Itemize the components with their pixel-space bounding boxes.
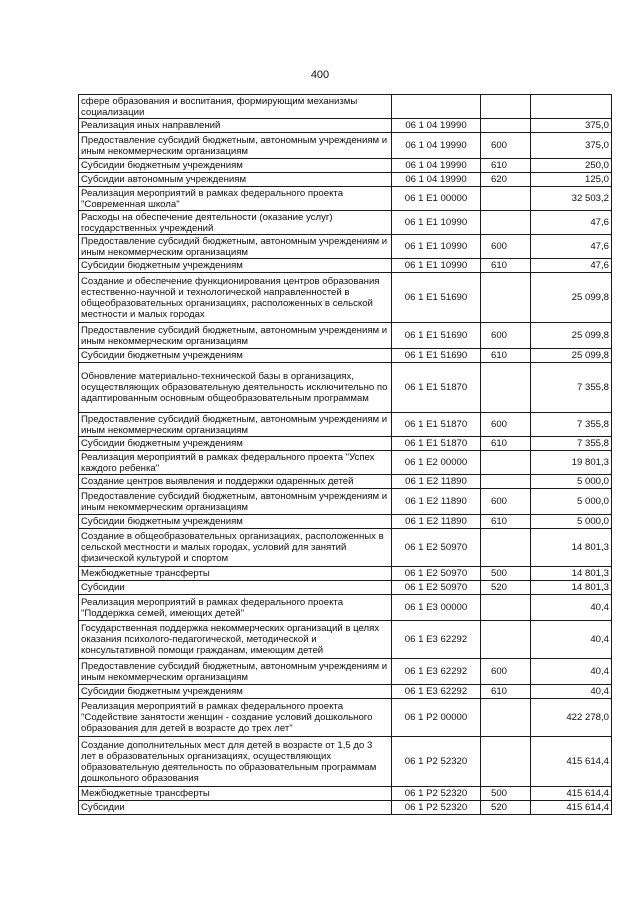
row-amount-cell: 25 099,8 [531, 273, 612, 323]
row-type-cell: 610 [481, 349, 531, 363]
row-amount-cell: 40,4 [531, 685, 612, 699]
row-name-cell: Межбюджетные трансферты [79, 787, 392, 801]
table-row [79, 529, 612, 567]
table-row [79, 699, 612, 737]
row-type-cell: 620 [481, 173, 531, 187]
row-code-cell: 06 1 E2 11890 [392, 515, 481, 529]
row-name-cell: Предоставление субсидий бюджетным, автономным учреждениям и иным некоммерческим организациям [79, 235, 392, 259]
row-amount-cell: 125,0 [531, 173, 612, 187]
row-name-cell: Межбюджетные трансферты [79, 567, 392, 581]
row-code-cell: 06 1 04 19990 [392, 133, 481, 159]
row-amount-cell: 25 099,8 [531, 349, 612, 363]
row-type-cell [481, 737, 531, 787]
row-type-cell [481, 595, 531, 621]
row-code-cell: 06 1 E1 51870 [392, 363, 481, 413]
table-row [79, 737, 612, 787]
row-amount-cell: 5 000,0 [531, 475, 612, 489]
row-amount-cell: 375,0 [531, 133, 612, 159]
row-amount-cell: 19 801,3 [531, 451, 612, 475]
row-amount-cell: 25 099,8 [531, 323, 612, 349]
row-code-cell: 06 1 E1 51690 [392, 349, 481, 363]
row-name-cell: Реализация мероприятий в рамках федерального проекта "Поддержка семей, имеющих детей" [79, 595, 392, 621]
row-name-cell: Обновление материально-технической базы в организациях, осуществляющих образовательную деятельность исключительно по адаптированным основным общеобразовательным программам [79, 363, 392, 413]
row-amount-cell: 7 355,8 [531, 437, 612, 451]
row-amount-cell: 14 801,3 [531, 581, 612, 595]
row-name-cell: Реализация иных направлений [79, 119, 392, 133]
row-amount-cell: 415 614,4 [531, 737, 612, 787]
row-amount-cell: 7 355,8 [531, 413, 612, 437]
row-name-cell: Создание дополнительных мест для детей в возрасте от 1,5 до 3 лет в образовательных организациях, осуществляющих образовательную деятельность по образовательным программам дошкольного образования [79, 737, 392, 787]
row-amount-cell: 40,4 [531, 595, 612, 621]
table-row [79, 133, 612, 159]
row-type-cell [481, 273, 531, 323]
row-type-cell: 600 [481, 133, 531, 159]
row-code-cell: 06 1 E3 00000 [392, 595, 481, 621]
row-name-cell: Создание центров выявления и поддержки одаренных детей [79, 475, 392, 489]
row-name-cell: Создание и обеспечение функционирования центров образования естественно-научной и технологической направленностей в общеобразовательных организациях, расположенных в сельской местности и малых городах [79, 273, 392, 323]
row-name-cell: Субсидии бюджетным учреждениям [79, 685, 392, 699]
row-type-cell: 500 [481, 567, 531, 581]
row-type-cell [481, 529, 531, 567]
row-amount-cell: 415 614,4 [531, 787, 612, 801]
row-type-cell: 600 [481, 323, 531, 349]
row-type-cell: 610 [481, 159, 531, 173]
row-code-cell: 06 1 E1 51690 [392, 323, 481, 349]
row-name-cell: Государственная поддержка некоммерческих организаций в целях оказания психолого-педагогической, методической и консультативной помощи гражданам, имеющим детей [79, 621, 392, 659]
row-amount-cell: 422 278,0 [531, 699, 612, 737]
row-code-cell: 06 1 E2 11890 [392, 475, 481, 489]
row-amount-cell: 415 614,4 [531, 801, 612, 815]
table-row [79, 323, 612, 349]
table-body [79, 95, 612, 815]
row-code-cell: 06 1 E2 50970 [392, 567, 481, 581]
row-amount-cell [531, 95, 612, 119]
row-code-cell: 06 1 E1 10990 [392, 235, 481, 259]
row-name-cell: Субсидии бюджетным учреждениям [79, 515, 392, 529]
table-row [79, 349, 612, 363]
row-code-cell: 06 1 P2 52320 [392, 737, 481, 787]
row-name-cell: Создание в общеобразовательных организациях, расположенных в сельской местности и малых городах, условий для занятий физической культурой и спортом [79, 529, 392, 567]
row-amount-cell: 7 355,8 [531, 363, 612, 413]
row-name-cell: Предоставление субсидий бюджетным, автономным учреждениям и иным некоммерческим организациям [79, 489, 392, 515]
row-amount-cell: 250,0 [531, 159, 612, 173]
row-code-cell: 06 1 E3 62292 [392, 659, 481, 685]
row-type-cell [481, 363, 531, 413]
table-row [79, 801, 612, 815]
row-amount-cell: 47,6 [531, 211, 612, 235]
row-type-cell: 610 [481, 515, 531, 529]
table-row [79, 363, 612, 413]
row-type-cell: 600 [481, 659, 531, 685]
row-amount-cell: 40,4 [531, 659, 612, 685]
row-type-cell: 600 [481, 489, 531, 515]
row-amount-cell: 375,0 [531, 119, 612, 133]
row-amount-cell: 32 503,2 [531, 187, 612, 211]
row-name-cell: Реализация мероприятий в рамках федерального проекта "Современная школа" [79, 187, 392, 211]
table-row [79, 413, 612, 437]
table-row [79, 437, 612, 451]
row-code-cell: 06 1 E1 10990 [392, 211, 481, 235]
row-type-cell: 600 [481, 413, 531, 437]
row-code-cell: 06 1 E2 50970 [392, 529, 481, 567]
row-amount-cell: 40,4 [531, 621, 612, 659]
row-code-cell: 06 1 E2 50970 [392, 581, 481, 595]
table-row [79, 211, 612, 235]
row-name-cell: Реализация мероприятий в рамках федерального проекта "Содействие занятости женщин - создание условий дошкольного образования для детей в возрасте до трех лет" [79, 699, 392, 737]
row-name-cell: Субсидии [79, 801, 392, 815]
row-name-cell: Субсидии бюджетным учреждениям [79, 437, 392, 451]
row-type-cell [481, 211, 531, 235]
row-type-cell [481, 119, 531, 133]
row-amount-cell: 14 801,3 [531, 529, 612, 567]
row-code-cell: 06 1 E2 11890 [392, 489, 481, 515]
row-type-cell [481, 95, 531, 119]
row-code-cell: 06 1 E1 10990 [392, 259, 481, 273]
row-name-cell: Субсидии автономным учреждениям [79, 173, 392, 187]
row-code-cell: 06 1 E1 00000 [392, 187, 481, 211]
table-row [79, 621, 612, 659]
table-row [79, 95, 612, 119]
row-code-cell: 06 1 E1 51690 [392, 273, 481, 323]
row-type-cell [481, 475, 531, 489]
row-type-cell: 500 [481, 787, 531, 801]
row-type-cell [481, 621, 531, 659]
row-code-cell: 06 1 P2 00000 [392, 699, 481, 737]
row-code-cell: 06 1 04 19990 [392, 119, 481, 133]
row-type-cell [481, 451, 531, 475]
table-row [79, 451, 612, 475]
row-code-cell: 06 1 P2 52320 [392, 801, 481, 815]
table-row [79, 273, 612, 323]
row-amount-cell: 14 801,3 [531, 567, 612, 581]
row-code-cell: 06 1 E2 00000 [392, 451, 481, 475]
row-code-cell: 06 1 P2 52320 [392, 787, 481, 801]
row-name-cell: Субсидии бюджетным учреждениям [79, 159, 392, 173]
budget-table [78, 94, 612, 815]
table-row [79, 581, 612, 595]
table-row [79, 159, 612, 173]
row-code-cell: 06 1 04 19990 [392, 159, 481, 173]
table-row [79, 173, 612, 187]
row-amount-cell: 5 000,0 [531, 489, 612, 515]
row-code-cell: 06 1 E1 51870 [392, 437, 481, 451]
row-name-cell: Предоставление субсидий бюджетным, автономным учреждениям и иным некоммерческим организациям [79, 413, 392, 437]
table-row [79, 787, 612, 801]
row-code-cell: 06 1 04 19990 [392, 173, 481, 187]
row-name-cell: Предоставление субсидий бюджетным, автономным учреждениям и иным некоммерческим организациям [79, 133, 392, 159]
row-name-cell: Предоставление субсидий бюджетным, автономным учреждениям и иным некоммерческим организациям [79, 659, 392, 685]
table-row [79, 567, 612, 581]
row-type-cell: 520 [481, 581, 531, 595]
row-amount-cell: 5 000,0 [531, 515, 612, 529]
row-name-cell: Предоставление субсидий бюджетным, автономным учреждениям и иным некоммерческим организациям [79, 323, 392, 349]
row-type-cell: 520 [481, 801, 531, 815]
table-row [79, 235, 612, 259]
row-type-cell: 610 [481, 437, 531, 451]
row-amount-cell: 47,6 [531, 235, 612, 259]
row-type-cell: 600 [481, 235, 531, 259]
row-name-cell: Субсидии бюджетным учреждениям [79, 259, 392, 273]
table-row [79, 475, 612, 489]
row-code-cell: 06 1 E1 51870 [392, 413, 481, 437]
table-row [79, 119, 612, 133]
row-code-cell: 06 1 E3 62292 [392, 621, 481, 659]
row-amount-cell: 47,6 [531, 259, 612, 273]
row-name-cell: сфере образования и воспитания, формирующим механизмы социализации [79, 95, 392, 119]
row-name-cell: Реализация мероприятий в рамках федерального проекта "Успех каждого ребенка" [79, 451, 392, 475]
row-name-cell: Субсидии [79, 581, 392, 595]
page-number: 400 [310, 69, 330, 81]
table-row [79, 685, 612, 699]
row-type-cell [481, 187, 531, 211]
row-code-cell: 06 1 E3 62292 [392, 685, 481, 699]
table-row [79, 259, 612, 273]
row-type-cell [481, 699, 531, 737]
row-type-cell: 610 [481, 259, 531, 273]
table-row [79, 489, 612, 515]
row-type-cell: 610 [481, 685, 531, 699]
row-code-cell [392, 95, 481, 119]
row-name-cell: Расходы на обеспечение деятельности (оказание услуг) государственных учреждений [79, 211, 392, 235]
table-row [79, 187, 612, 211]
table-row [79, 659, 612, 685]
table-row [79, 515, 612, 529]
row-name-cell: Субсидии бюджетным учреждениям [79, 349, 392, 363]
table-row [79, 595, 612, 621]
